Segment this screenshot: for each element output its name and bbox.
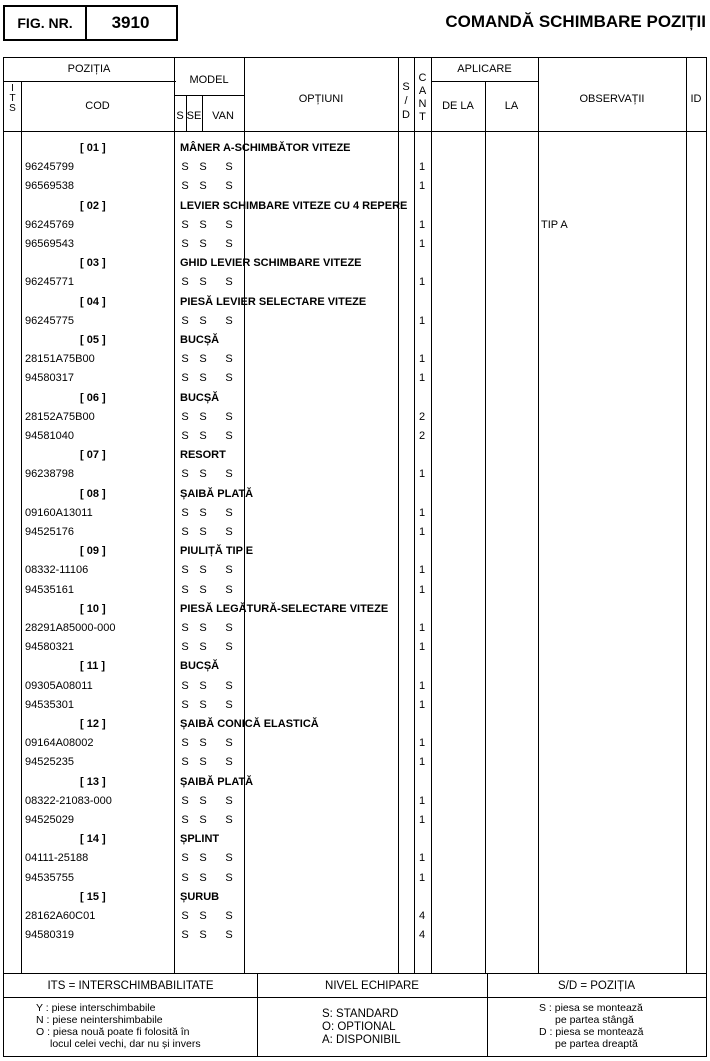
model-se-value: S [199, 238, 207, 250]
figure-number: 3910 [111, 13, 150, 32]
model-s-value: S [181, 794, 189, 807]
nivel-legend-line: S: STANDARD [322, 1008, 399, 1020]
part-description: BUCȘĂ [180, 391, 220, 404]
model-s-value: S [181, 314, 189, 327]
model-s-value: S [181, 276, 189, 289]
model-s-value: S [181, 910, 189, 922]
position-number: [ 13 ] [80, 775, 106, 788]
part-code: 09164A08002 [25, 737, 94, 750]
model-van-value: S [225, 218, 233, 231]
its-legend-title: ITS = INTERSCHIMBABILITATE [47, 980, 214, 992]
part-description: ȘPLINT [180, 833, 220, 846]
part-code: 94580317 [25, 372, 74, 385]
model-van-value: S [225, 698, 233, 711]
model-se-value: S [199, 756, 207, 769]
quantity-value: 1 [418, 218, 426, 231]
model-se-value: S [199, 564, 207, 577]
aplicare-header: APLICARE [457, 63, 512, 75]
part-description: ȘURUB [180, 890, 220, 903]
model-s-value: S [181, 679, 189, 692]
model-van-value: S [225, 583, 233, 596]
part-code: 94535161 [25, 583, 74, 596]
model-s-value: S [181, 871, 189, 884]
sd-legend-line: pe partea stângă [555, 1014, 634, 1026]
quantity-value: 1 [418, 506, 426, 519]
quantity-value: 2 [418, 430, 426, 442]
part-code: 28162A60C01 [25, 910, 96, 922]
model-s-value: S [181, 180, 189, 193]
model-van-value: S [225, 679, 233, 692]
quantity-value: 1 [418, 679, 426, 692]
part-description: MÂNER A-SCHIMBĂTOR VITEZE [180, 142, 351, 154]
part-code: 96245775 [25, 314, 74, 327]
model-van-value: S [225, 756, 233, 769]
quantity-value: 1 [418, 372, 426, 385]
position-number: [ 09 ] [80, 545, 106, 558]
part-description: PIESĂ LEGĂTURĂ-SELECTARE VITEZE [180, 602, 389, 615]
model-s-value: S [181, 238, 189, 250]
model-se-value: S [199, 353, 207, 366]
cod-header: COD [85, 100, 110, 112]
its-legend-line: Y : piese interschimbabile [36, 1002, 156, 1014]
model-s-value: S [181, 641, 189, 654]
quantity-value: 2 [418, 410, 426, 423]
quantity-value: 1 [418, 583, 426, 596]
model-s-value: S [181, 526, 189, 538]
position-number: [ 01 ] [80, 142, 106, 154]
position-number: [ 15 ] [80, 890, 106, 903]
part-code: 94535301 [25, 698, 74, 711]
position-number: [ 08 ] [80, 487, 106, 500]
model-se-value: S [199, 161, 207, 174]
model-se-value: S [199, 583, 207, 596]
part-code: 08322-21083-000 [25, 794, 112, 807]
model-se-value: S [199, 622, 207, 634]
model-s-value: S [181, 583, 189, 596]
quantity-value: 1 [418, 353, 426, 366]
part-code: 28152A75B00 [25, 410, 95, 423]
its-legend-line: locul celei vechi, dar nu și invers [50, 1038, 201, 1050]
part-code: 94525176 [25, 526, 74, 538]
model-s-value: S [181, 410, 189, 423]
model-van-value: S [225, 314, 233, 327]
part-description: ȘAIBĂ PLATĂ [180, 487, 254, 500]
nivel-legend-line: O: OPTIONAL [322, 1021, 396, 1033]
part-description: ȘAIBĂ PLATĂ [180, 775, 254, 788]
page-title: COMANDĂ SCHIMBARE POZIȚII [445, 12, 706, 31]
part-code: 96569543 [25, 238, 74, 250]
quantity-value: 1 [418, 794, 426, 807]
model-se-value: S [199, 910, 207, 922]
quantity-value: 1 [418, 276, 426, 289]
model-van-value: S [225, 641, 233, 654]
figure-number-box [3, 5, 178, 41]
model-s-value: S [181, 430, 189, 442]
quantity-value: 1 [418, 161, 426, 174]
position-number: [ 02 ] [80, 199, 106, 212]
model-van-value: S [225, 929, 233, 942]
quantity-value: 4 [418, 910, 426, 922]
observation-value: TIP A [541, 218, 568, 231]
model-se-header: SE [186, 110, 202, 122]
quantity-value: 1 [418, 814, 426, 826]
part-code: 94580319 [25, 929, 74, 942]
position-number: [ 04 ] [80, 295, 106, 308]
quantity-value: 1 [418, 526, 426, 538]
model-se-value: S [199, 794, 207, 807]
de-la-header: DE LA [442, 100, 474, 112]
model-se-value: S [199, 372, 207, 385]
quantity-value: 4 [418, 929, 426, 942]
quantity-value: 1 [418, 756, 426, 769]
model-s-value: S [181, 468, 189, 481]
position-number: [ 03 ] [80, 257, 106, 270]
part-code: 28151A75B00 [25, 353, 95, 366]
model-s-value: S [181, 852, 189, 865]
model-se-value: S [199, 698, 207, 711]
part-description: PIULIȚĂ TIP E [180, 545, 254, 558]
position-number: [ 12 ] [80, 718, 106, 730]
part-code: 96238798 [25, 468, 74, 481]
sd-header: S / D [402, 81, 410, 121]
model-van-value: S [225, 238, 233, 250]
model-van-value: S [225, 852, 233, 865]
position-number: [ 07 ] [80, 449, 106, 462]
model-van-value: S [225, 794, 233, 807]
model-s-value: S [181, 622, 189, 634]
quantity-value: 1 [418, 564, 426, 577]
parts-table [3, 57, 707, 1057]
model-van-value: S [225, 526, 233, 538]
model-se-value: S [199, 468, 207, 481]
part-code: 94535755 [25, 871, 74, 884]
model-van-value: S [225, 161, 233, 174]
quantity-value: 1 [418, 468, 426, 481]
optiuni-header: OPȚIUNI [298, 93, 344, 105]
model-s-value: S [181, 929, 189, 942]
part-description: BUCȘĂ [180, 334, 220, 346]
model-header: MODEL [189, 74, 229, 86]
model-van-value: S [225, 871, 233, 884]
model-van-value: S [225, 276, 233, 289]
sd-legend-line: pe partea dreaptă [555, 1038, 638, 1050]
part-code: 94525235 [25, 756, 74, 769]
part-description: LEVIER SCHIMBARE VITEZE CU 4 REPERE [180, 199, 408, 212]
position-number: [ 10 ] [80, 602, 106, 615]
model-se-value: S [199, 506, 207, 519]
quantity-value: 1 [418, 314, 426, 327]
part-description: GHID LEVIER SCHIMBARE VITEZE [180, 257, 362, 270]
part-code: 04111-25188 [25, 852, 89, 865]
model-van-value: S [225, 814, 233, 826]
position-number: [ 05 ] [80, 334, 106, 346]
model-s-value: S [181, 161, 189, 174]
model-s-value: S [181, 814, 189, 826]
part-description: RESORT [180, 449, 226, 462]
model-s-value: S [181, 372, 189, 385]
model-se-value: S [199, 218, 207, 231]
model-van-value: S [225, 506, 233, 519]
model-van-value: S [225, 430, 233, 442]
model-s-value: S [181, 698, 189, 711]
observatii-header: OBSERVAȚII [579, 93, 645, 105]
position-number: [ 06 ] [80, 391, 106, 404]
quantity-value: 1 [418, 871, 426, 884]
quantity-value: 1 [418, 737, 426, 750]
part-code: 09305A08011 [25, 679, 93, 692]
nivel-legend-line: A: DISPONIBIL [322, 1034, 401, 1046]
id-header: ID [690, 93, 702, 105]
model-se-value: S [199, 410, 207, 423]
part-code: 96245771 [25, 276, 74, 289]
quantity-value: 1 [418, 852, 426, 865]
nivel-legend-title: NIVEL ECHIPARE [325, 980, 419, 992]
model-se-value: S [199, 526, 207, 538]
cant-header: C A N T [418, 72, 427, 123]
part-description: ȘAIBĂ CONICĂ ELASTICĂ [180, 718, 319, 730]
sd-legend-line: S : piesa se montează [539, 1002, 643, 1014]
model-s-value: S [181, 564, 189, 577]
model-van-value: S [225, 468, 233, 481]
model-s-value: S [181, 218, 189, 231]
model-s-value: S [181, 353, 189, 366]
model-se-value: S [199, 641, 207, 654]
part-code: 09160A13011 [25, 506, 93, 519]
part-code: 96245769 [25, 218, 74, 231]
model-s-header: S [176, 110, 184, 122]
quantity-value: 1 [418, 698, 426, 711]
model-s-value: S [181, 737, 189, 750]
position-number: [ 11 ] [80, 660, 106, 673]
model-se-value: S [199, 814, 207, 826]
la-header: LA [504, 100, 519, 112]
its-header: I T S [9, 83, 16, 114]
model-van-value: S [225, 180, 233, 193]
part-code: 94580321 [25, 641, 74, 654]
model-van-value: S [225, 372, 233, 385]
model-van-value: S [225, 737, 233, 750]
model-se-value: S [199, 314, 207, 327]
model-van-value: S [225, 910, 233, 922]
model-van-value: S [225, 353, 233, 366]
position-number: [ 14 ] [80, 833, 106, 846]
quantity-value: 1 [418, 641, 426, 654]
model-se-value: S [199, 679, 207, 692]
model-se-value: S [199, 180, 207, 193]
figure-label: FIG. NR. [5, 7, 87, 39]
part-code: 96569538 [25, 180, 74, 193]
model-se-value: S [199, 852, 207, 865]
model-se-value: S [199, 276, 207, 289]
sd-legend-title: S/D = POZIȚIA [557, 980, 635, 992]
model-se-value: S [199, 430, 207, 442]
part-description: BUCȘĂ [180, 660, 220, 673]
model-se-value: S [199, 871, 207, 884]
model-s-value: S [181, 506, 189, 519]
model-van-header: VAN [212, 110, 234, 122]
part-description: PIESĂ LEVIER SELECTARE VITEZE [180, 295, 367, 308]
model-se-value: S [199, 737, 207, 750]
quantity-value: 1 [418, 622, 426, 634]
model-van-value: S [225, 564, 233, 577]
its-legend-line: N : piese neintershimbabile [36, 1014, 163, 1026]
model-s-value: S [181, 756, 189, 769]
model-van-value: S [225, 410, 233, 423]
part-code: 08332-11106 [25, 564, 89, 577]
part-code: 96245799 [25, 161, 74, 174]
pozitia-header: POZIȚIA [67, 63, 111, 75]
quantity-value: 1 [418, 180, 426, 193]
model-se-value: S [199, 929, 207, 942]
sd-legend-line: D : piesa se montează [539, 1026, 644, 1038]
part-code: 94581040 [25, 430, 74, 442]
its-legend-line: O : piesa nouă poate fi folosită în [36, 1026, 190, 1038]
quantity-value: 1 [418, 238, 426, 250]
model-van-value: S [225, 622, 233, 634]
part-code: 94525029 [25, 814, 74, 826]
part-code: 28291A85000-000 [25, 622, 116, 634]
